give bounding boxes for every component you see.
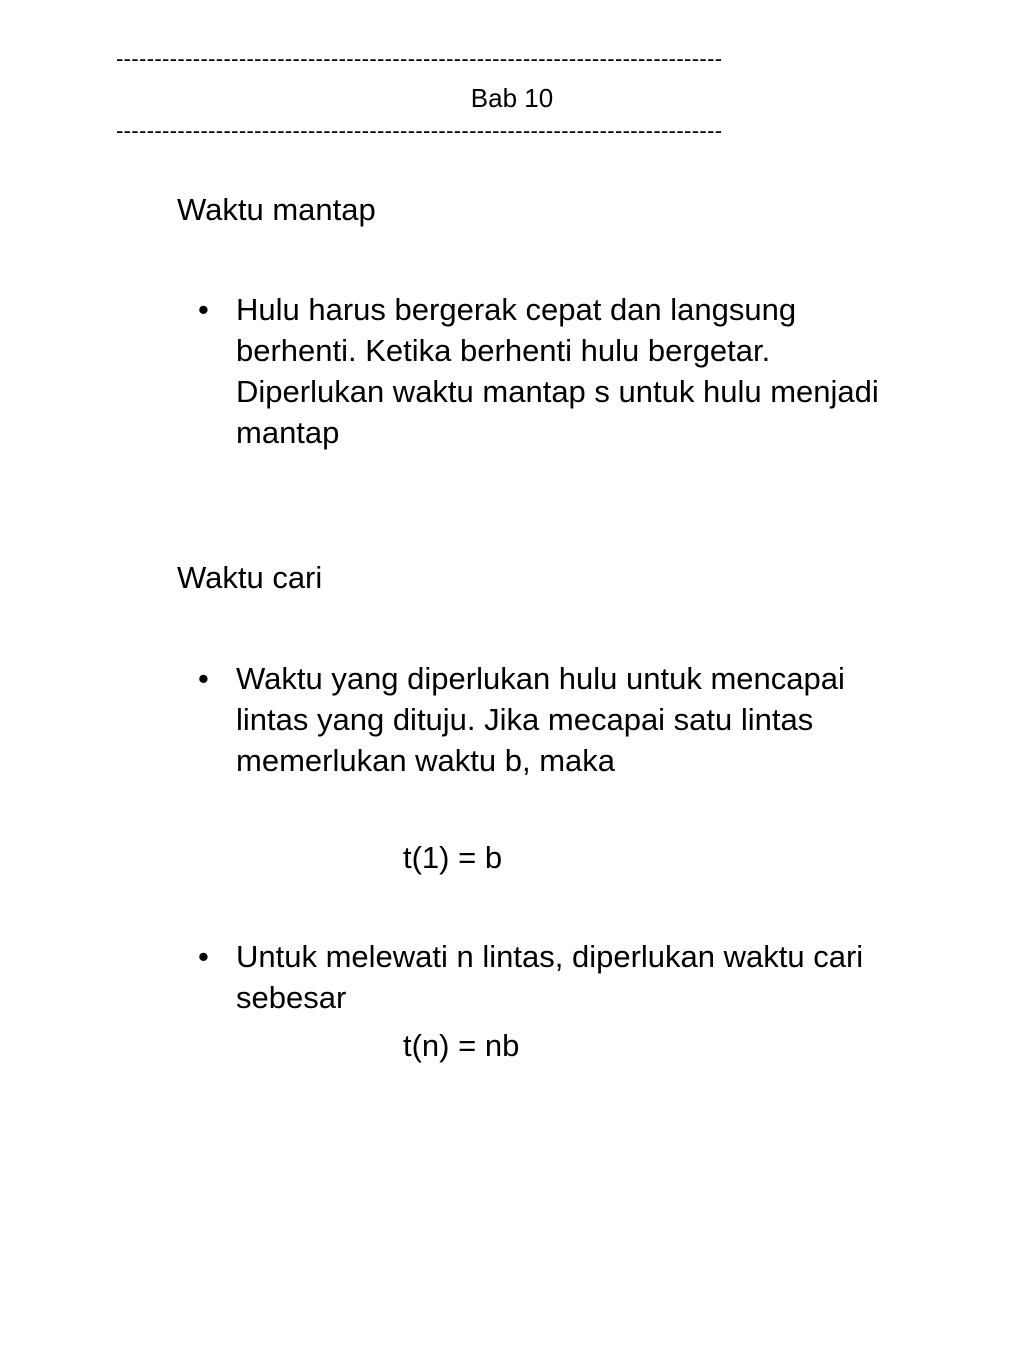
bullet-text: Hulu harus bergerak cepat dan langsung berhenti. Ketika berhenti hulu bergetar. Diperlukan waktu mantap s untuk hulu menjadi mantap	[236, 292, 879, 450]
bullet-marker: •	[198, 661, 209, 696]
formula-tn: t(n) = nb	[403, 1028, 520, 1063]
bullet-marker: •	[198, 939, 209, 974]
bullet-text: Waktu yang diperlukan hulu untuk mencapai lintas yang dituju. Jika mecapai satu lintas memerlukan waktu b, maka	[236, 661, 845, 778]
header-rule-bottom: -------------------------------------------------------------------------------	[116, 118, 723, 143]
chapter-title: Bab 10	[470, 83, 554, 113]
section-heading-waktu-cari: Waktu cari	[177, 560, 323, 595]
bullet-marker: •	[198, 292, 209, 327]
section-heading-waktu-mantap: Waktu mantap	[177, 192, 376, 227]
formula-t1: t(1) = b	[403, 840, 503, 875]
bullet-text: Untuk melewati n lintas, diperlukan waktu cari sebesar	[236, 939, 864, 1015]
header-rule-top: -------------------------------------------------------------------------------	[116, 46, 723, 71]
